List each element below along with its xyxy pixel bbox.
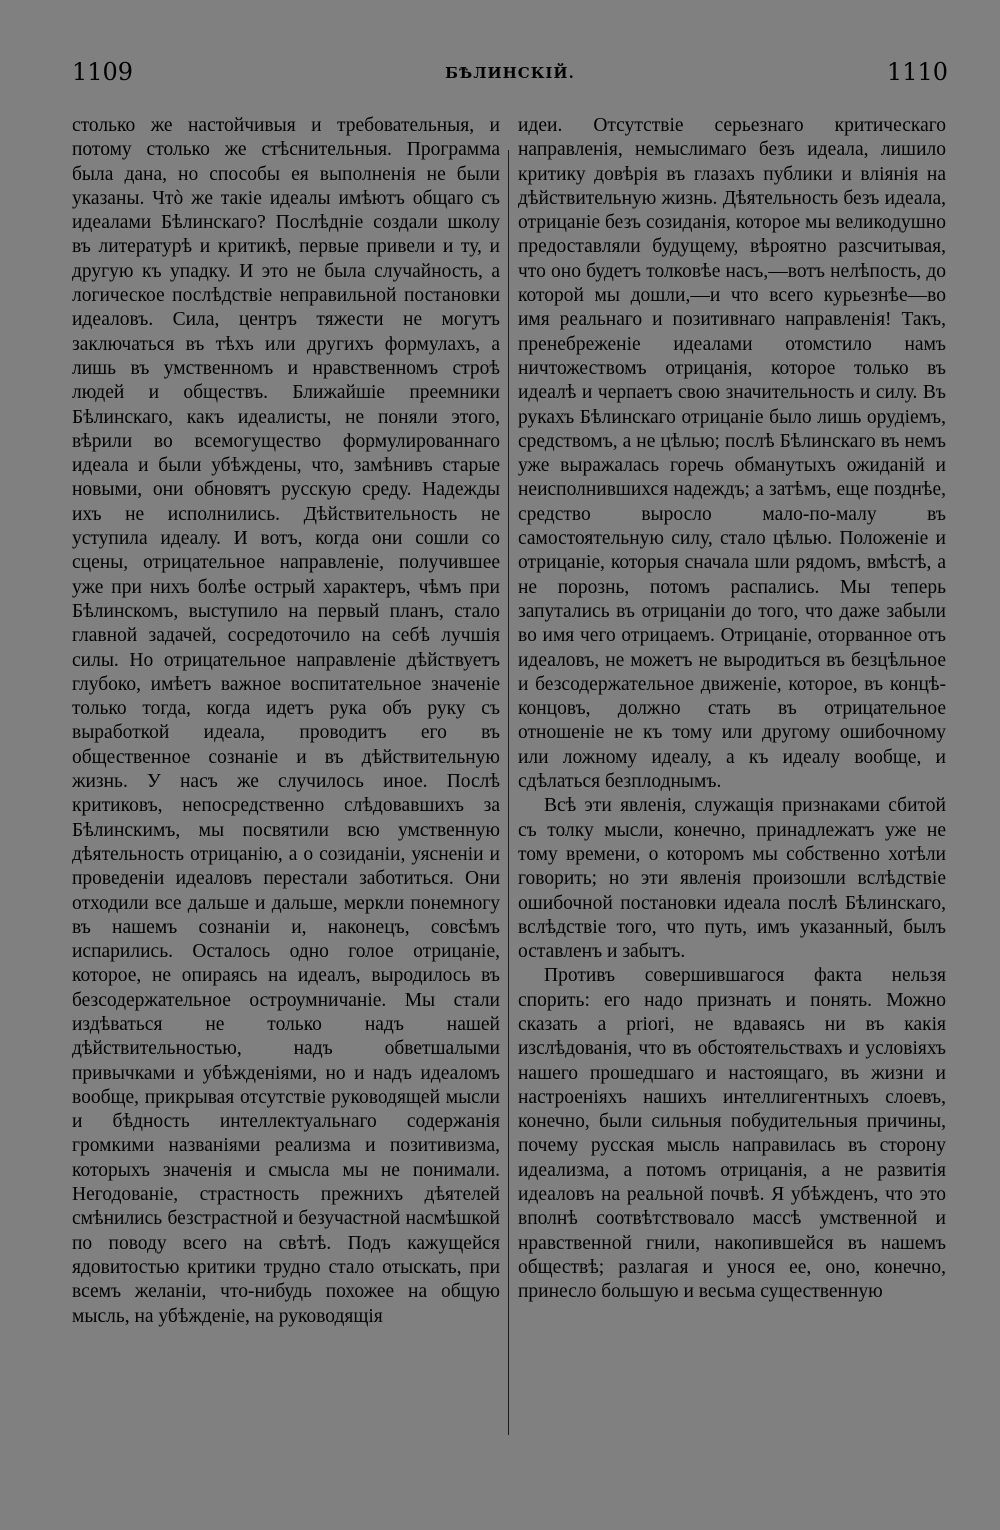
right-column [518,114,946,1305]
left-column [72,114,500,1329]
paragraph: Всѣ эти явленія, служащія признаками сбитой съ толку мысли, конечно, принадлежатъ уже не тому времени, о которомъ мы собственно хотѣли говорить; но эти явленія произошли вслѣдствіе ошибочной постановки идеала послѣ Бѣлинскаго, вслѣдствіе того, что путь, имъ указанный, былъ оставленъ и забытъ. [518,795,946,963]
paragraph: идеи. Отсутствіе серьезнаго критическаго направленія, немыслимаго безъ идеала, лишило критику довѣрія въ глазахъ публики и вліянія на дѣйствительную жизнь. Дѣятельность безъ идеала, отрицаніе безъ созиданія, которое мы великодушно предоставляли будущему, вѣроятно разсчитывая, что оно будетъ толковѣе насъ,—вотъ нелѣпость, до которой мы дошли,—и что всего курьезнѣе—во имя реальнаго и позитивнаго направленія! Такъ, пренебреженіе идеалами отомстило намъ ничтожествомъ отрицанія, которое только въ идеалѣ и черпаетъ свою значительность и силу. Въ рукахъ Бѣлинскаго отрицаніе было лишь орудіемъ, средствомъ, а не цѣлью; послѣ Бѣлинскаго въ немъ уже выражалась горечь обманутыхъ ожиданій и неисполнившихся надеждъ; а затѣмъ, еще позднѣе, средство выросло мало-по-малу въ самостоятельную силу, стало цѣлью. Положеніе и отрицаніе, которыя сначала шли рядомъ, вмѣстѣ, а не порознь, потомъ распались. Мы теперь запутались въ отрицаніи до того, что даже забыли во имя чего отрицаемъ. Отрицаніе, оторванное отъ идеаловъ, не можетъ не выродиться въ безцѣльное и безсодержательное движеніе, которое, въ концѣ-концовъ, должно стать въ отрицательное отношеніе не къ тому или другому ошибочному или ложному идеалу, а къ идеалу вообще, и сдѣлаться безплоднымъ. [518,115,946,793]
paragraph: столько же настойчивыя и требовательныя, и потому столько же стѣснительныя. Программа была дана, но способы ея выполненія не были указаны. Чтò же такіе идеалы имѣютъ общаго съ идеалами Бѣлинскаго? Послѣдніе создали школу въ литературѣ и критикѣ, первые привели и ту, и другую къ упадку. И это не была случайность, а логическое послѣдствіе неправильной постановки идеаловъ. Сила, центръ тяжести не могутъ заключаться въ тѣхъ или другихъ формулахъ, а лишь въ умственномъ и нравственномъ строѣ людей и обществъ. Ближайшіе преемники Бѣлинскаго, какъ идеалисты, не поняли этого, вѣрили во всемогущество формулированнаго идеала и были убѣждены, что, замѣнивъ старые новыми, они обновятъ русскую среду. Надежды ихъ не исполнились. Дѣйствительность не уступила идеалу. И вотъ, когда они сошли со сцены, отрицательное направленіе, получившее уже при нихъ болѣе острый характеръ, чѣмъ при Бѣлинскомъ, выступило на первый планъ, стало главной задачей, сосредоточило на себѣ лучшія силы. Но отрицательное направленіе дѣйствуетъ глубоко, имѣетъ важное воспитательное значеніе только тогда, когда идетъ рука объ руку съ выработкой идеала, проводитъ его въ общественное сознаніе и въ дѣйствительную жизнь. У насъ же случилось иное. Послѣ критиковъ, непосредственно слѣдовавшихъ за Бѣлинскимъ, мы посвятили всю умственную дѣятельность отрицанію, а о созиданіи, уясненіи и проведеніи идеаловъ перестали заботиться. Они отходили все дальше и дальше, меркли понемногу въ нашемъ сознаніи и, наконецъ, совсѣмъ испарились. Осталось одно голое отрицаніе, которое, не опираясь на идеалъ, выродилось въ безсодержательное остроумничаніе. Мы стали издѣваться не только надъ нашей дѣйствительностью, надъ обветшалыми привычками и убѣжденіями, но и надъ идеаломъ вообще, прикрывая отсутствіе руководящей мысли и бѣдность интеллектуальнаго содержанія громкими названіями реализма и позитивизма, которыхъ значенія и смысла мы не понимали. Негодованіе, страстность прежнихъ дѣятелей смѣнились безстрастной и безучастной насмѣшкой по поводу всего на свѣтѣ. Подъ кажущейся ядовитостью критики трудно стало отыскать, при всемъ желаніи, что-нибудь похожее на общую мысль, на убѣжденіе, на руководящія [72,115,500,1327]
column-divider [508,150,509,1435]
right-page-number: 1110 [886,58,948,86]
running-header [72,58,948,88]
running-title: БѢЛИНСКІЙ. [445,64,575,82]
paragraph: Противъ совершившагося факта нельзя спорить: его надо признать и понять. Можно сказать a priori, не вдаваясь ни въ какія изслѣдованія, что въ обстоятельствахъ и условіяхъ нашего прошедшаго и настоящаго, въ жизни и настроеніяхъ нашихъ интеллигентныхъ слоевъ, конечно, были сильныя побудительныя причины, почему русская мысль направилась въ сторону идеализма, а потомъ отрицанія, а не развитія идеаловъ на реальной почвѣ. Я убѣжденъ, что это вполнѣ соотвѣтствовало массѣ умственной и нравственной гнили, накопившейся въ нашемъ обществѣ; разлагая и унося ее, оно, конечно, принесло большую и весьма существенную [518,965,946,1303]
left-page-number: 1109 [72,58,134,86]
